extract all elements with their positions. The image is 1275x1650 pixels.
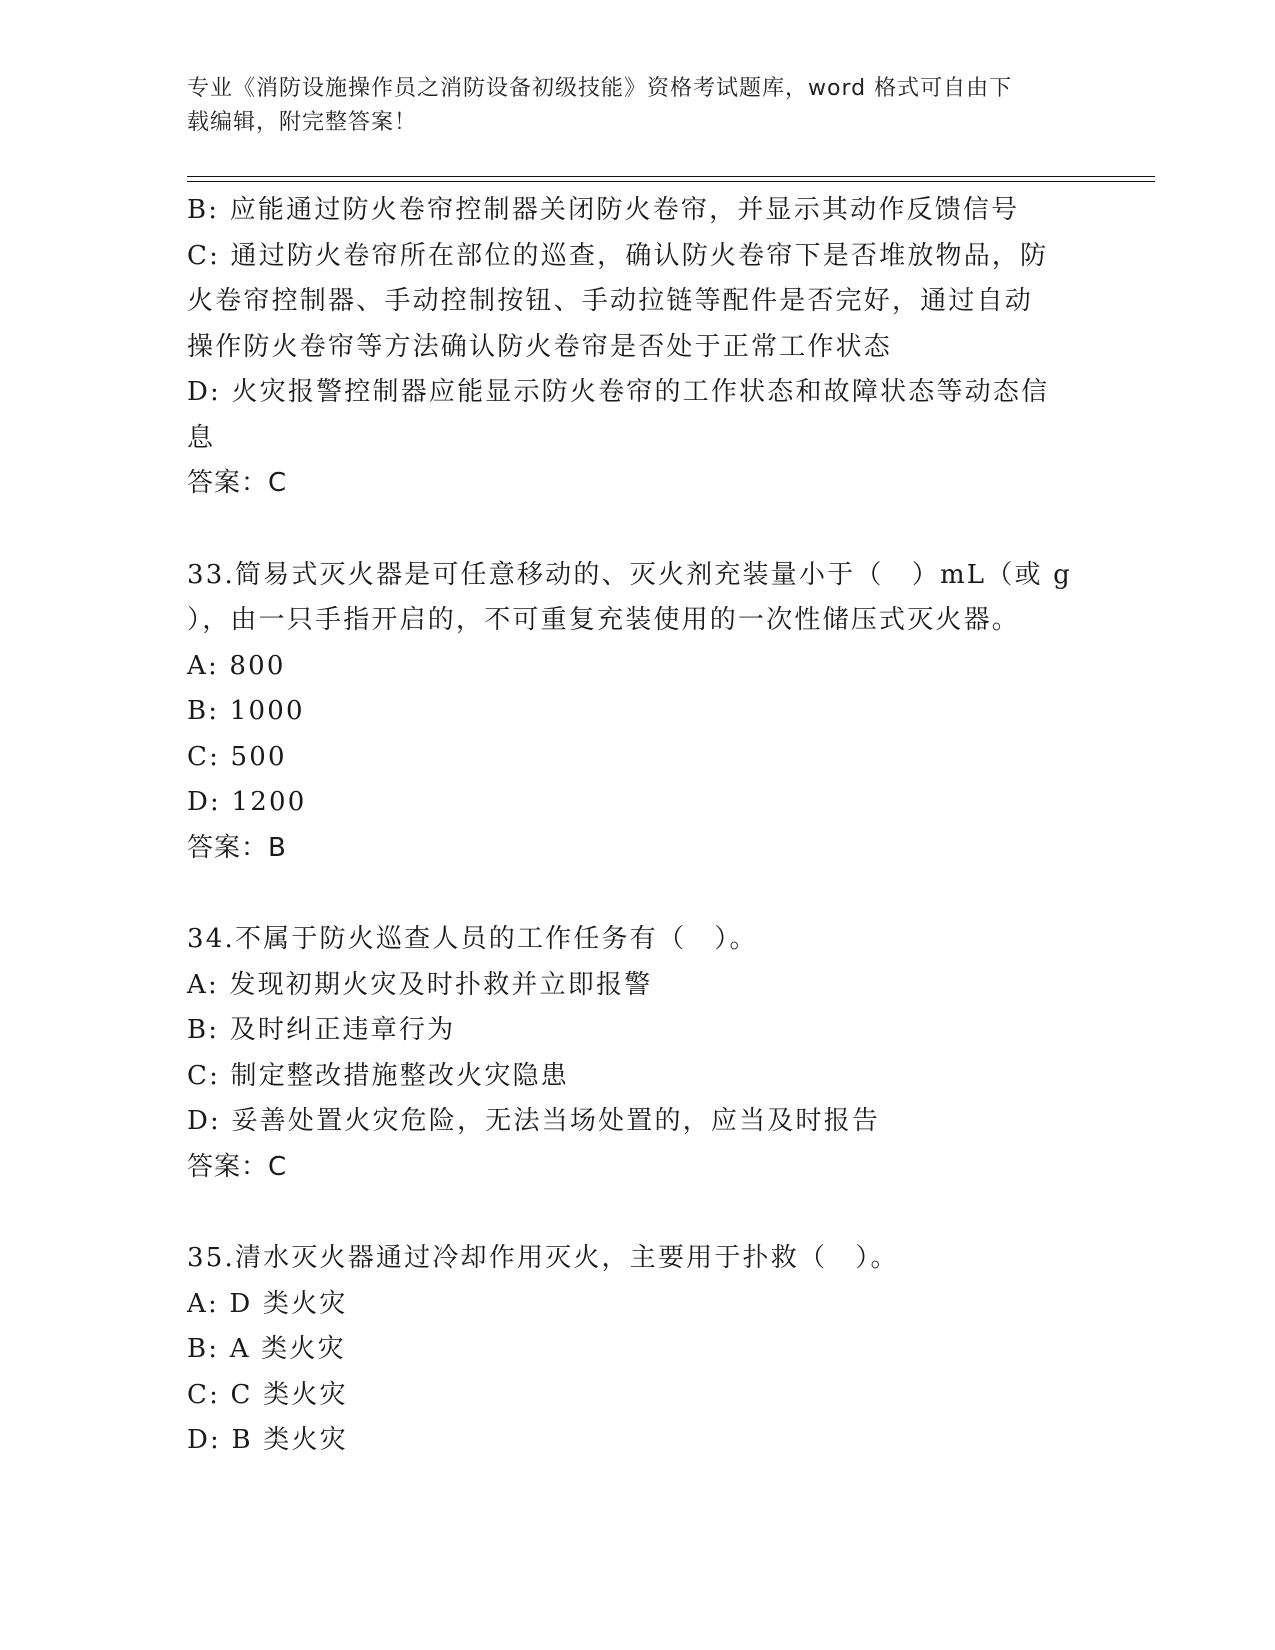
- question-32-block: [187, 188, 1087, 507]
- q32-option-c-line-3: 操作防火卷帘等方法确认防火卷帘是否处于正常工作状态: [187, 331, 893, 362]
- q33-option-d: D: 1200: [187, 787, 307, 817]
- q34-option-b: B: 及时纠正违章行为: [187, 1015, 456, 1045]
- header-line-1: 专业《消防设施操作员之消防设备初级技能》资格考试题库，word 格式可自由下: [187, 76, 1013, 101]
- q32-option-d-line-1: D: 火灾报警控制器应能显示防火卷帘的工作状态和故障状态等动态信: [187, 377, 1050, 407]
- q32-option-b: B: 应能通过防火卷帘控制器关闭防火卷帘，并显示其动作反馈信号: [187, 195, 1020, 225]
- question-content: [187, 188, 1087, 1464]
- header-divider-bottom: [187, 181, 1155, 182]
- q35-option-b: B: A 类火灾: [187, 1334, 346, 1364]
- document-header: [187, 72, 1087, 140]
- q35-option-a: A: D 类火灾: [187, 1288, 348, 1319]
- q32-option-c-line-1: C: 通过防火卷帘所在部位的巡查，确认防火卷帘下是否堆放物品，防: [187, 240, 1049, 271]
- q35-option-c: C: C 类火灾: [187, 1379, 348, 1410]
- spacer: [187, 507, 1087, 553]
- q34-option-d: D: 妥善处置火灾危险，无法当场处置的，应当及时报告: [187, 1106, 881, 1136]
- q32-answer: 答案：C: [187, 468, 288, 498]
- header-line-2: 载编辑，附完整答案！: [187, 110, 418, 135]
- header-divider-top: [187, 176, 1155, 177]
- q33-option-c: C: 500: [187, 741, 287, 772]
- spacer: [187, 871, 1087, 917]
- q32-option-d-line-2: 息: [187, 422, 216, 453]
- q34-option-a: A: 发现初期火灾及时扑救并立即报警: [187, 969, 653, 1000]
- question-35-block: [187, 1236, 1087, 1464]
- question-34-block: [187, 917, 1087, 1190]
- q34-stem: 34.不属于防火巡查人员的工作任务有（ ）。: [187, 924, 758, 954]
- q35-option-d: D: B 类火灾: [187, 1425, 348, 1455]
- q33-stem-line-2: ），由一只手指开启的，不可重复充装使用的一次性储压式灭火器。: [187, 605, 1021, 635]
- q32-option-c-line-2: 火卷帘控制器、手动控制按钮、手动拉链等配件是否完好，通过自动: [187, 286, 1034, 316]
- spacer: [187, 1190, 1087, 1236]
- q34-answer: 答案：C: [187, 1151, 288, 1182]
- q35-stem: 35.清水灭火器通过冷却作用灭火，主要用于扑救（ ）。: [187, 1243, 899, 1273]
- q33-answer: 答案：B: [187, 832, 287, 863]
- q33-option-b: B: 1000: [187, 696, 305, 726]
- q34-option-c: C: 制定整改措施整改火灾隐患: [187, 1060, 569, 1091]
- q33-stem-line-1: 33.简易式灭火器是可任意移动的、灭火剂充装量小于（ ）mL（或 g: [187, 559, 1072, 590]
- q33-option-a: A: 800: [187, 650, 286, 681]
- question-33-block: [187, 553, 1087, 872]
